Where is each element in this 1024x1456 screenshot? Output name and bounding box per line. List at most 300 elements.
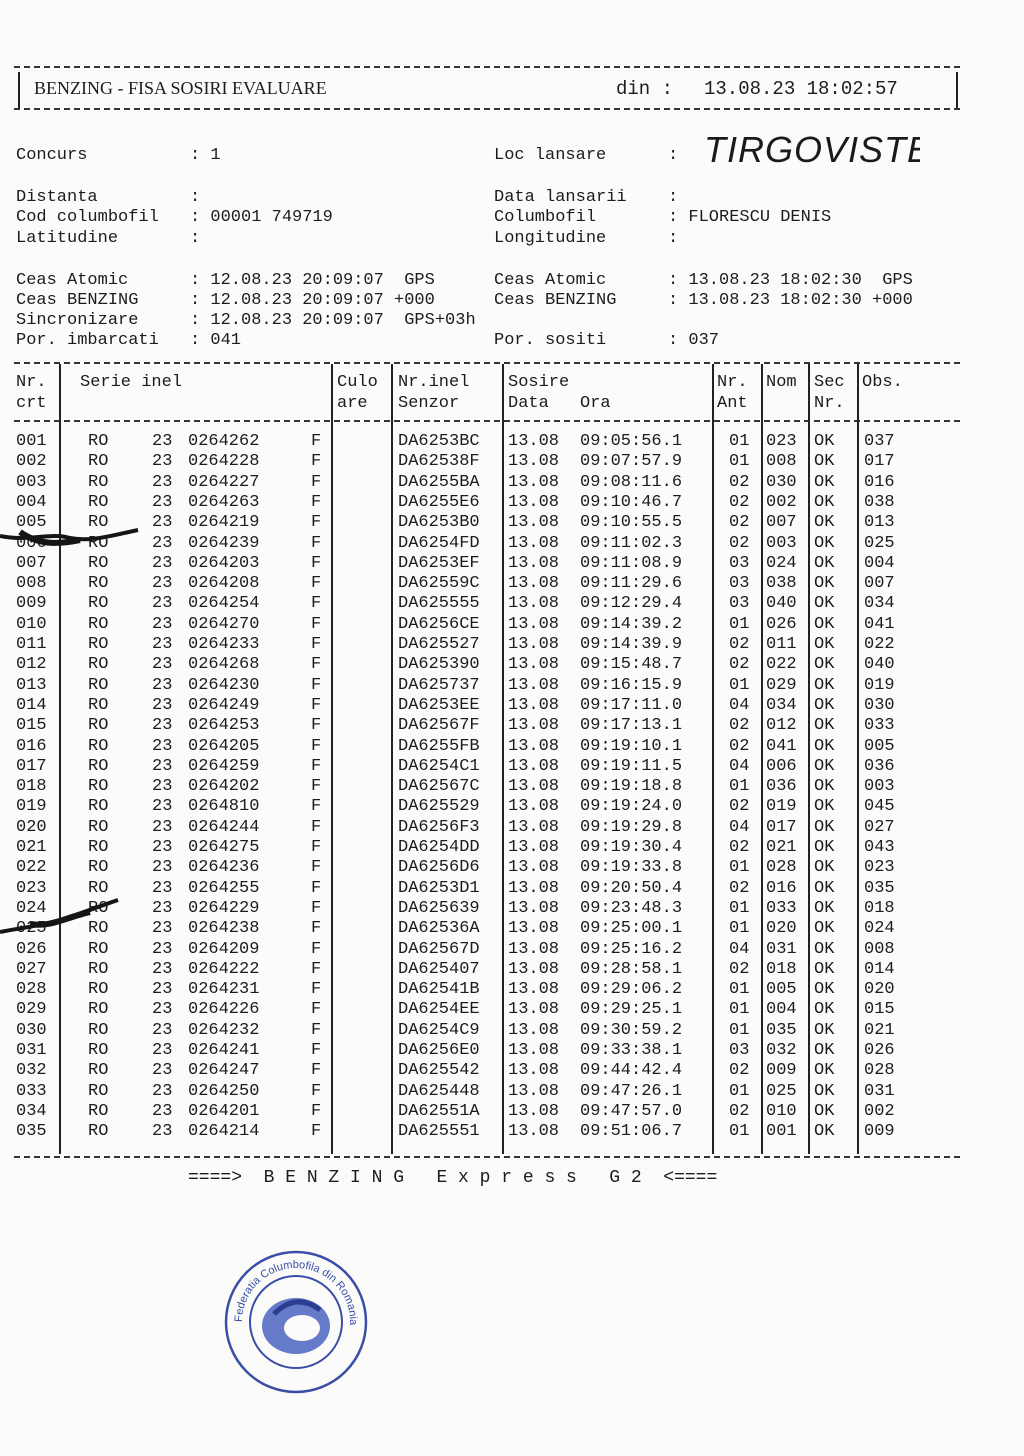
latitudine-label: Latitudine [16, 229, 119, 248]
cell-ctry: RO [88, 594, 109, 614]
header-culo: Culo [337, 373, 378, 392]
cell-obs: 027 [864, 817, 895, 837]
cell-sex: F [311, 1020, 322, 1040]
cell-time: 09:47:57.0 [580, 1101, 683, 1121]
cell-nom: 031 [766, 939, 797, 959]
cell-obs: 005 [864, 736, 895, 756]
cell-ant: 04 [729, 939, 750, 959]
cell-ant: 04 [729, 817, 750, 837]
cell-obs: 013 [864, 513, 895, 533]
cell-nom: 012 [766, 716, 797, 736]
cell-obs: 020 [864, 980, 895, 1000]
cell-time: 09:20:50.4 [580, 878, 683, 898]
cell-yr: 23 [152, 614, 173, 634]
cell-obs: 036 [864, 756, 895, 776]
cell-time: 09:16:15.9 [580, 675, 683, 695]
cell-nom: 004 [766, 1000, 797, 1020]
cell-sec: OK [814, 858, 835, 878]
cell-date: 13.08 [508, 1000, 560, 1020]
cell-time: 09:12:29.4 [580, 594, 683, 614]
cell-nom: 005 [766, 980, 797, 1000]
cell-obs: 023 [864, 858, 895, 878]
cell-nom: 006 [766, 756, 797, 776]
cell-date: 13.08 [508, 777, 560, 797]
cell-sensor: DA625407 [398, 959, 480, 979]
cell-nr: 014 [16, 695, 47, 715]
col-sep-ant [761, 364, 763, 1154]
cell-sex: F [311, 919, 322, 939]
cell-ctry: RO [88, 898, 109, 918]
cell-date: 13.08 [508, 655, 560, 675]
cell-obs: 018 [864, 898, 895, 918]
cell-sec: OK [814, 553, 835, 573]
cell-ant: 02 [729, 1061, 750, 1081]
cell-obs: 019 [864, 675, 895, 695]
cell-yr: 23 [152, 1101, 173, 1121]
cell-nr: 015 [16, 716, 47, 736]
cell-sensor: DA6256E0 [398, 1041, 480, 1060]
cell-nom: 009 [766, 1061, 797, 1081]
cell-sec: OK [814, 1020, 835, 1040]
cell-sensor: DA6254EE [398, 1000, 480, 1020]
ceas-benzing-label: Ceas BENZING [16, 291, 139, 310]
cell-nr: 009 [16, 594, 47, 614]
cell-ctry: RO [88, 959, 109, 979]
cell-date: 13.08 [508, 614, 560, 634]
cell-ant: 02 [729, 533, 750, 553]
cell-sex: F [311, 675, 322, 695]
cell-obs: 025 [864, 533, 895, 553]
cell-nr: 006 [16, 533, 47, 553]
cell-sec: OK [814, 716, 835, 736]
sincronizare-value: : 12.08.23 20:09:07 GPS+03h [190, 311, 476, 330]
cell-time: 09:30:59.2 [580, 1020, 683, 1040]
cell-time: 09:10:55.5 [580, 513, 683, 533]
cell-sensor: DA6256D6 [398, 858, 480, 878]
cell-ring: 0264229 [188, 898, 260, 918]
cell-ctry: RO [88, 736, 109, 756]
cell-ring: 0264201 [188, 1101, 260, 1121]
cell-nr: 035 [16, 1122, 47, 1142]
cell-obs: 035 [864, 878, 895, 898]
cell-ant: 01 [729, 452, 750, 472]
cell-sec: OK [814, 756, 835, 776]
cell-sex: F [311, 898, 322, 918]
cell-sensor: DA6256F3 [398, 817, 480, 837]
cell-ctry: RO [88, 1041, 109, 1060]
cell-ring: 0264226 [188, 1000, 260, 1020]
cell-yr: 23 [152, 838, 173, 857]
cell-ring: 0264249 [188, 695, 260, 715]
cell-sex: F [311, 878, 322, 898]
cell-ring: 0264275 [188, 838, 260, 857]
header-left-border [18, 72, 20, 108]
cell-time: 09:17:13.1 [580, 716, 683, 736]
cell-nom: 021 [766, 838, 797, 857]
cell-yr: 23 [152, 1061, 173, 1081]
concurs-label: Concurs [16, 146, 88, 165]
cell-obs: 026 [864, 1041, 895, 1060]
header-sec-nr: Nr. [814, 394, 845, 413]
cell-sec: OK [814, 1061, 835, 1081]
cell-nr: 026 [16, 939, 47, 959]
cell-sec: OK [814, 1081, 835, 1101]
cell-time: 09:08:11.6 [580, 472, 683, 492]
cell-ctry: RO [88, 472, 109, 492]
cell-ant: 02 [729, 472, 750, 492]
ceas-benzing-value: : 12.08.23 20:09:07 +000 [190, 291, 435, 310]
cell-obs: 009 [864, 1122, 895, 1142]
cell-time: 09:47:26.1 [580, 1081, 683, 1101]
cell-obs: 045 [864, 797, 895, 817]
cell-obs: 002 [864, 1101, 895, 1121]
cell-ring: 0264231 [188, 980, 260, 1000]
cell-sensor: DA62541B [398, 980, 480, 1000]
cell-ring: 0264232 [188, 1020, 260, 1040]
cell-ctry: RO [88, 432, 109, 451]
cell-date: 13.08 [508, 553, 560, 573]
cell-date: 13.08 [508, 432, 560, 451]
cell-sec: OK [814, 432, 835, 451]
cell-sex: F [311, 736, 322, 756]
cell-ctry: RO [88, 1000, 109, 1020]
stamp-text: Federatia Columbofila din Romania [232, 1258, 360, 1326]
cell-yr: 23 [152, 959, 173, 979]
cell-nr: 033 [16, 1081, 47, 1101]
cell-time: 09:19:29.8 [580, 817, 683, 837]
header-top-border [14, 66, 960, 68]
col-sep-sec [857, 364, 859, 1154]
cell-nr: 017 [16, 756, 47, 776]
cell-yr: 23 [152, 695, 173, 715]
cell-sensor: DA6253BC [398, 432, 480, 451]
cell-date: 13.08 [508, 695, 560, 715]
cell-nr: 025 [16, 919, 47, 939]
cell-ring: 0264241 [188, 1041, 260, 1060]
cell-ctry: RO [88, 939, 109, 959]
cell-obs: 040 [864, 655, 895, 675]
cell-ctry: RO [88, 655, 109, 675]
cell-date: 13.08 [508, 898, 560, 918]
cell-ctry: RO [88, 1061, 109, 1081]
cell-ring: 0264250 [188, 1081, 260, 1101]
cell-sex: F [311, 614, 322, 634]
cell-nom: 003 [766, 533, 797, 553]
cell-ant: 03 [729, 1041, 750, 1060]
cell-ctry: RO [88, 756, 109, 776]
cell-ctry: RO [88, 675, 109, 695]
cell-nr: 003 [16, 472, 47, 492]
columbofil-label: Columbofil [494, 208, 597, 227]
col-sep-nr [59, 364, 61, 1154]
cell-sex: F [311, 756, 322, 776]
cell-ant: 01 [729, 614, 750, 634]
cell-ring: 0264228 [188, 452, 260, 472]
cell-date: 13.08 [508, 858, 560, 878]
cell-ctry: RO [88, 452, 109, 472]
header-crt: crt [16, 394, 47, 413]
cell-sex: F [311, 817, 322, 837]
cell-yr: 23 [152, 1020, 173, 1040]
cell-sensor: DA6253B0 [398, 513, 480, 533]
cell-time: 09:51:06.7 [580, 1122, 683, 1142]
r-ceas-atomic-value: : 13.08.23 18:02:30 GPS [668, 271, 913, 290]
header-ora: Ora [580, 394, 611, 413]
cell-ring: 0264222 [188, 959, 260, 979]
handwritten-location [700, 118, 920, 178]
cell-date: 13.08 [508, 736, 560, 756]
cell-sensor: DA6255FB [398, 736, 480, 756]
cell-yr: 23 [152, 635, 173, 654]
cell-sensor: DA62567F [398, 716, 480, 736]
r-ceas-benzing-label: Ceas BENZING [494, 291, 617, 310]
cell-time: 09:25:16.2 [580, 939, 683, 959]
cell-ant: 01 [729, 1020, 750, 1040]
cell-sensor: DA62551A [398, 1101, 480, 1121]
cell-yr: 23 [152, 432, 173, 451]
cell-yr: 23 [152, 513, 173, 533]
cell-ctry: RO [88, 1101, 109, 1121]
cell-nom: 034 [766, 695, 797, 715]
cell-ant: 02 [729, 492, 750, 512]
cell-nom: 001 [766, 1122, 797, 1142]
cell-date: 13.08 [508, 452, 560, 472]
cell-time: 09:25:00.1 [580, 919, 683, 939]
loc-lansare-label: Loc lansare [494, 146, 607, 165]
cell-nr: 016 [16, 736, 47, 756]
cell-sex: F [311, 472, 322, 492]
cell-obs: 003 [864, 777, 895, 797]
cell-nom: 038 [766, 574, 797, 594]
cell-ctry: RO [88, 838, 109, 857]
cell-time: 09:19:18.8 [580, 777, 683, 797]
cell-sex: F [311, 432, 322, 451]
cell-sensor: DA625542 [398, 1061, 480, 1081]
cell-obs: 038 [864, 492, 895, 512]
cell-obs: 008 [864, 939, 895, 959]
cell-ant: 02 [729, 878, 750, 898]
cell-ant: 01 [729, 919, 750, 939]
cell-sensor: DA62567D [398, 939, 480, 959]
cell-sensor: DA6253EE [398, 695, 480, 715]
cell-sex: F [311, 1061, 322, 1081]
cell-ring: 0264219 [188, 513, 260, 533]
header-data: Data [508, 394, 549, 413]
cell-date: 13.08 [508, 1041, 560, 1060]
cell-ctry: RO [88, 980, 109, 1000]
cell-time: 09:19:11.5 [580, 756, 683, 776]
cell-ctry: RO [88, 614, 109, 634]
cell-nr: 027 [16, 959, 47, 979]
cell-yr: 23 [152, 1122, 173, 1142]
report-title: BENZING - FISA SOSIRI EVALUARE [34, 78, 327, 98]
cell-yr: 23 [152, 980, 173, 1000]
cell-sec: OK [814, 635, 835, 654]
cell-sec: OK [814, 492, 835, 512]
cell-obs: 017 [864, 452, 895, 472]
cell-sex: F [311, 777, 322, 797]
cell-obs: 043 [864, 838, 895, 857]
cell-ant: 02 [729, 635, 750, 654]
cell-nr: 005 [16, 513, 47, 533]
cell-sensor: DA625448 [398, 1081, 480, 1101]
header-nr-inel: Nr.inel [398, 373, 470, 392]
cell-date: 13.08 [508, 492, 560, 512]
cell-nr: 008 [16, 574, 47, 594]
cell-sex: F [311, 1041, 322, 1060]
cell-time: 09:15:48.7 [580, 655, 683, 675]
cell-nom: 018 [766, 959, 797, 979]
cell-nom: 032 [766, 1041, 797, 1060]
header-sosire: Sosire [508, 373, 570, 392]
cell-sensor: DA625390 [398, 655, 480, 675]
cell-sex: F [311, 452, 322, 472]
cell-ring: 0264263 [188, 492, 260, 512]
cell-sec: OK [814, 513, 835, 533]
header-nr: Nr. [16, 373, 47, 392]
cell-ring: 0264202 [188, 777, 260, 797]
cell-nom: 040 [766, 594, 797, 614]
cell-date: 13.08 [508, 919, 560, 939]
cell-sensor: DA625529 [398, 797, 480, 817]
cell-date: 13.08 [508, 533, 560, 553]
cell-sec: OK [814, 898, 835, 918]
col-sep-nom [808, 364, 810, 1154]
cell-nom: 008 [766, 452, 797, 472]
data-lansarii-value: : [668, 188, 679, 207]
cell-date: 13.08 [508, 675, 560, 695]
col-sep-culo [391, 364, 393, 1154]
cell-ctry: RO [88, 716, 109, 736]
ceas-atomic-label: Ceas Atomic [16, 271, 129, 290]
cell-ctry: RO [88, 817, 109, 837]
cell-sec: OK [814, 614, 835, 634]
cell-ant: 02 [729, 716, 750, 736]
cell-nom: 002 [766, 492, 797, 512]
cell-nom: 029 [766, 675, 797, 695]
cell-sensor: DA6255BA [398, 472, 480, 492]
cell-nr: 030 [16, 1020, 47, 1040]
cell-date: 13.08 [508, 716, 560, 736]
cell-nr: 032 [16, 1061, 47, 1081]
cell-nom: 016 [766, 878, 797, 898]
cell-nr: 034 [16, 1101, 47, 1121]
cell-yr: 23 [152, 858, 173, 878]
col-sep-sosire [712, 364, 714, 1154]
cell-date: 13.08 [508, 959, 560, 979]
cell-sec: OK [814, 878, 835, 898]
cell-ant: 03 [729, 574, 750, 594]
cell-nr: 004 [16, 492, 47, 512]
cell-sec: OK [814, 1041, 835, 1060]
cell-nom: 036 [766, 777, 797, 797]
cell-sex: F [311, 635, 322, 654]
cell-ant: 01 [729, 1000, 750, 1020]
cell-nom: 019 [766, 797, 797, 817]
cell-time: 09:14:39.9 [580, 635, 683, 654]
cell-sex: F [311, 838, 322, 857]
cell-ctry: RO [88, 919, 109, 939]
cell-ant: 02 [729, 736, 750, 756]
cell-ring: 0264259 [188, 756, 260, 776]
header-senzor: Senzor [398, 394, 460, 413]
cell-obs: 041 [864, 614, 895, 634]
cell-sec: OK [814, 1000, 835, 1020]
cell-time: 09:19:24.0 [580, 797, 683, 817]
cell-yr: 23 [152, 736, 173, 756]
cell-sensor: DA6254DD [398, 838, 480, 857]
cell-obs: 031 [864, 1081, 895, 1101]
cell-ant: 04 [729, 756, 750, 776]
cell-sex: F [311, 797, 322, 817]
table-header-border [14, 420, 960, 422]
cell-yr: 23 [152, 898, 173, 918]
cell-time: 09:28:58.1 [580, 959, 683, 979]
cell-ant: 03 [729, 594, 750, 614]
cell-ring: 0264209 [188, 939, 260, 959]
cell-ctry: RO [88, 858, 109, 878]
table-top-border [14, 362, 960, 364]
cell-obs: 033 [864, 716, 895, 736]
cell-nom: 028 [766, 858, 797, 878]
cell-sex: F [311, 695, 322, 715]
cell-yr: 23 [152, 797, 173, 817]
cod-columbofil-value: : 00001 749719 [190, 208, 333, 227]
cell-nr: 010 [16, 614, 47, 634]
cell-ctry: RO [88, 878, 109, 898]
cell-ring: 0264214 [188, 1122, 260, 1142]
cell-sec: OK [814, 939, 835, 959]
cell-date: 13.08 [508, 472, 560, 492]
cell-nr: 001 [16, 432, 47, 451]
cell-time: 09:17:11.0 [580, 695, 683, 715]
cell-sensor: DA62559C [398, 574, 480, 594]
cell-sensor: DA6254C1 [398, 756, 480, 776]
cell-nom: 011 [766, 635, 797, 654]
r-ceas-benzing-value: : 13.08.23 18:02:30 +000 [668, 291, 913, 310]
cell-time: 09:11:02.3 [580, 533, 683, 553]
cell-sensor: DA625527 [398, 635, 480, 654]
cell-sensor: DA6256CE [398, 614, 480, 634]
stamp-seal-icon [222, 1248, 370, 1396]
cell-sec: OK [814, 777, 835, 797]
cell-ctry: RO [88, 777, 109, 797]
cell-sex: F [311, 980, 322, 1000]
cell-nom: 033 [766, 898, 797, 918]
cell-ring: 0264230 [188, 675, 260, 695]
cell-yr: 23 [152, 878, 173, 898]
cell-ring: 0264236 [188, 858, 260, 878]
cell-nr: 023 [16, 878, 47, 898]
header-ant: Ant [717, 394, 748, 413]
cell-obs: 028 [864, 1061, 895, 1081]
cell-sec: OK [814, 980, 835, 1000]
cell-ant: 04 [729, 695, 750, 715]
cell-ant: 01 [729, 1081, 750, 1101]
cell-yr: 23 [152, 716, 173, 736]
cell-ring: 0264270 [188, 614, 260, 634]
cell-obs: 015 [864, 1000, 895, 1020]
cell-sensor: DA625555 [398, 594, 480, 614]
cell-nom: 023 [766, 432, 797, 451]
cell-nom: 041 [766, 736, 797, 756]
cell-time: 09:23:48.3 [580, 898, 683, 918]
cell-ctry: RO [88, 513, 109, 533]
cell-time: 09:05:56.1 [580, 432, 683, 451]
cell-time: 09:11:08.9 [580, 553, 683, 573]
cell-nom: 010 [766, 1101, 797, 1121]
header-obs: Obs. [862, 373, 903, 392]
